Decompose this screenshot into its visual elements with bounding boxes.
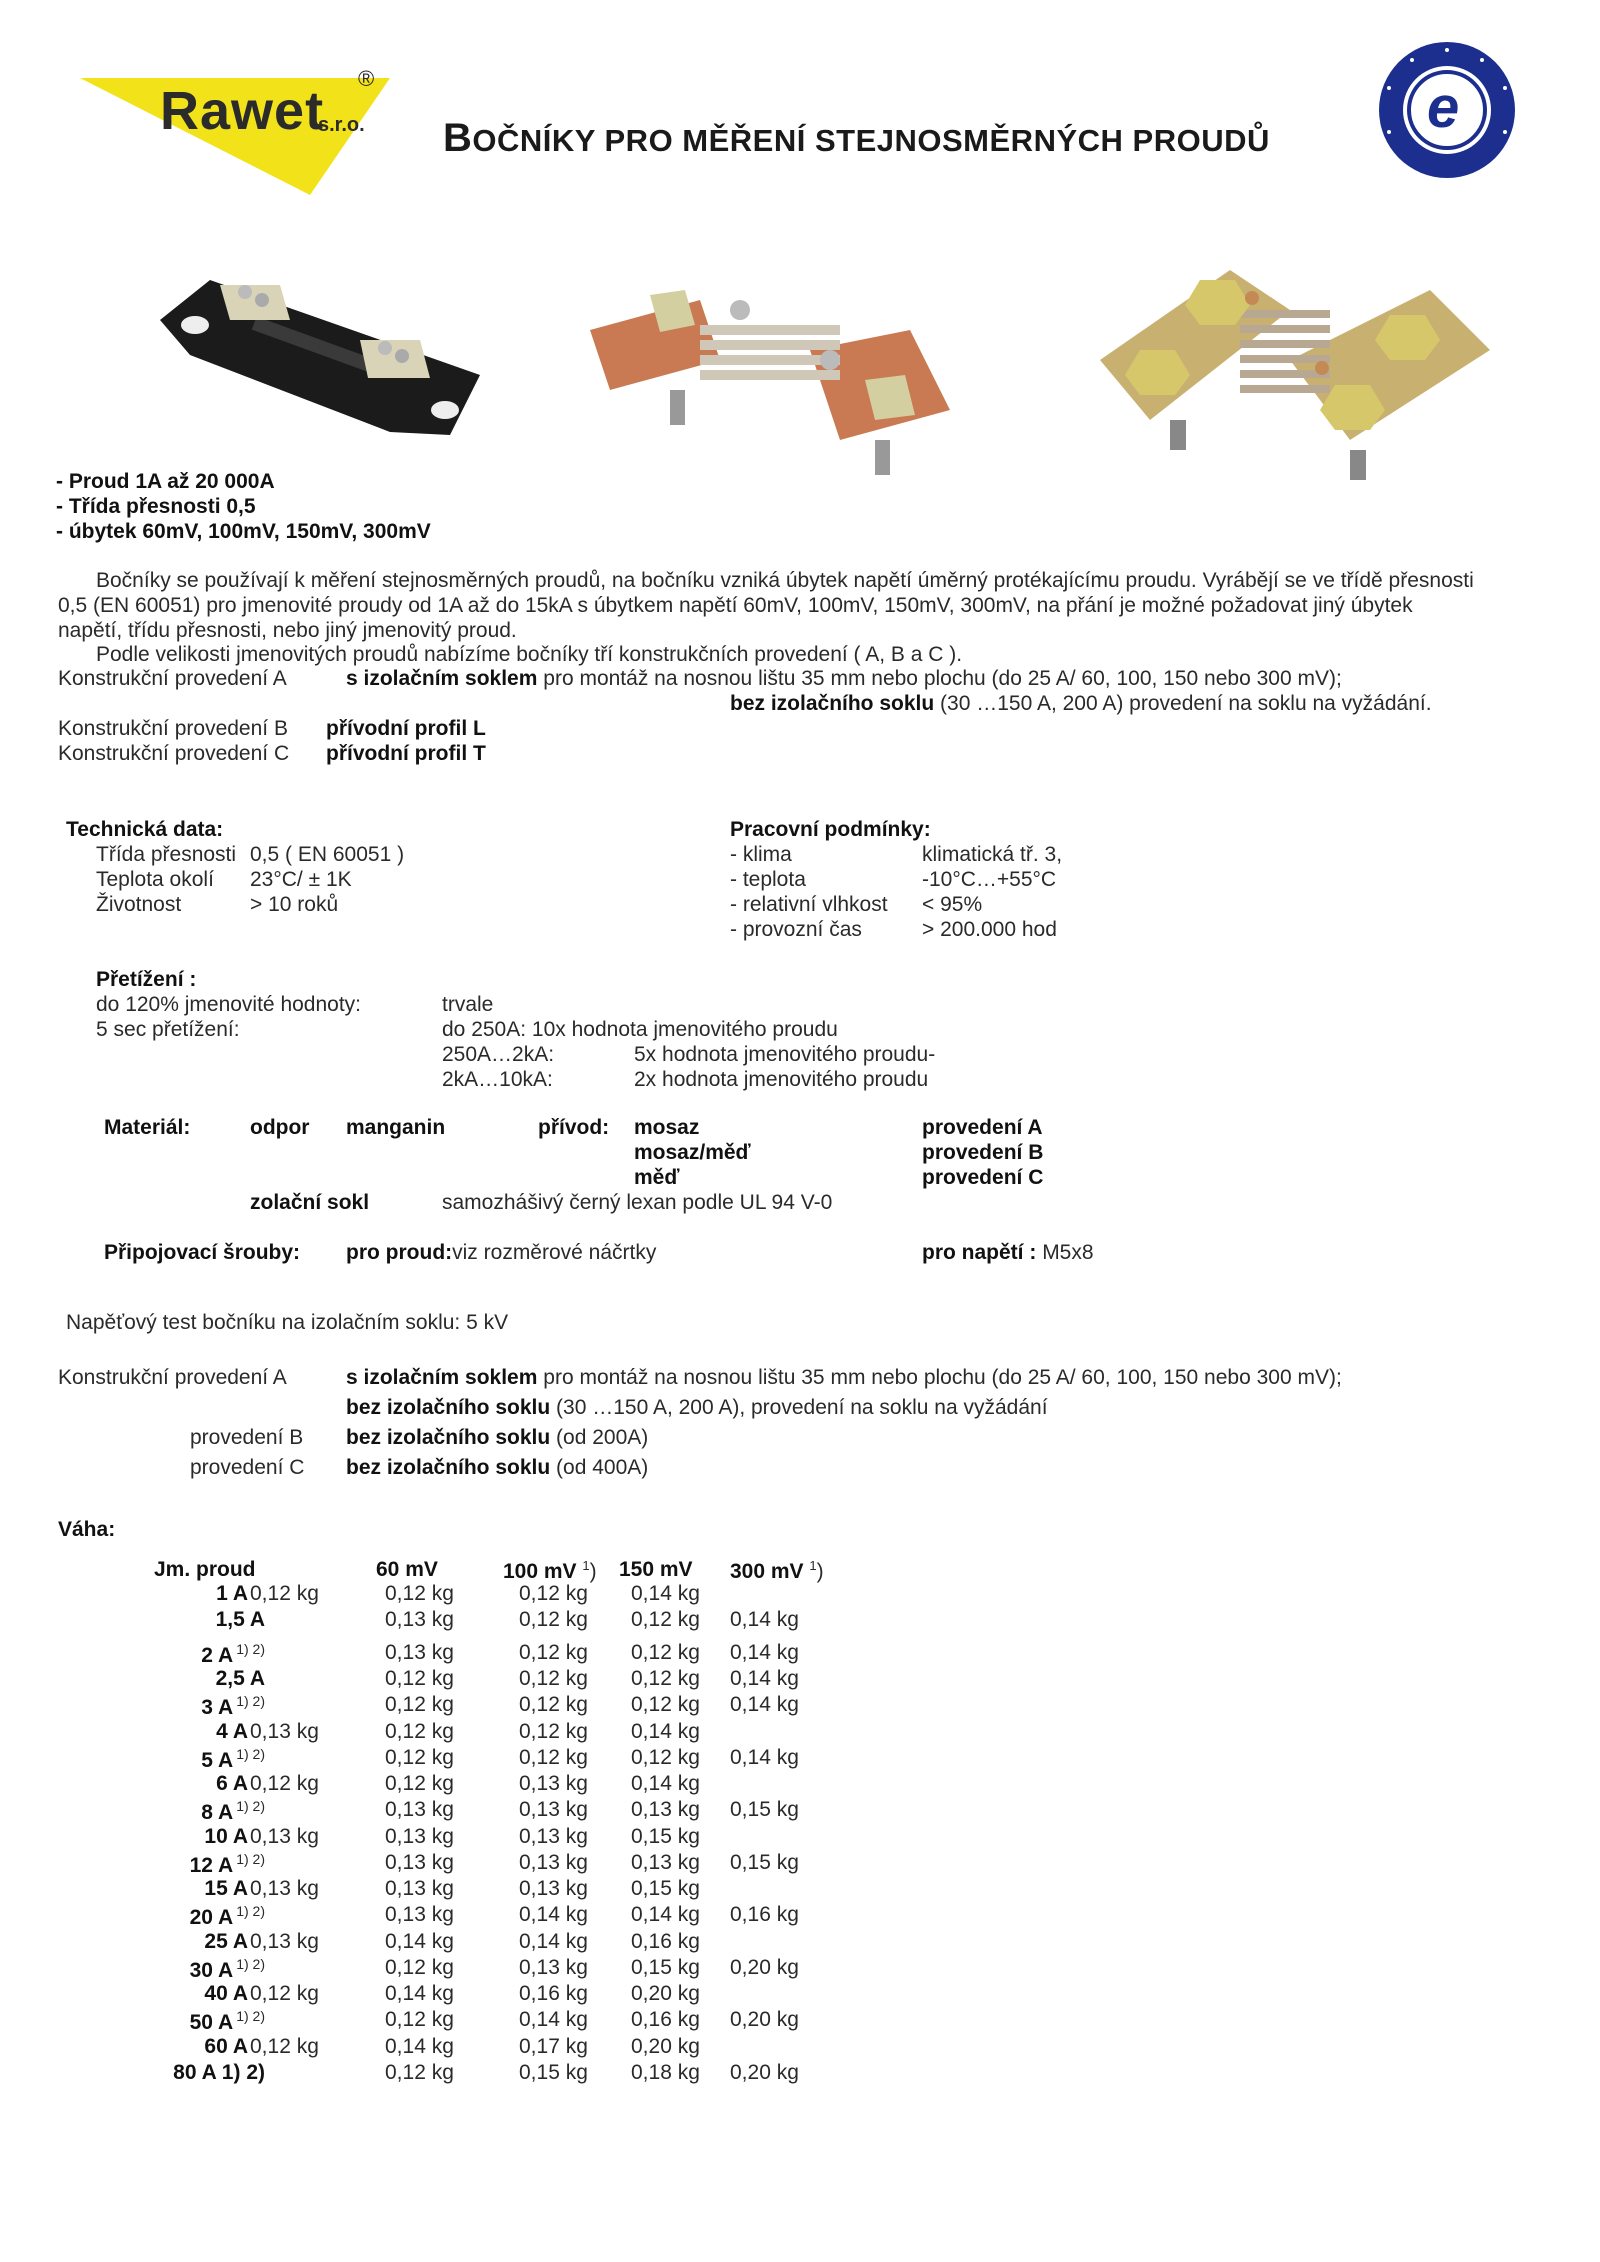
weight-current-value: 15 A — [204, 1877, 248, 1900]
weight-col-header-3-sup: 1 — [582, 1558, 590, 1573]
table-cell: 0,12 kg — [385, 2061, 454, 2084]
table-cell: 0,16 kg — [519, 1982, 588, 2005]
weight-current — [90, 1930, 248, 1954]
weight-current-value: 1,5 A — [215, 1608, 265, 1631]
variant-a-line — [346, 667, 1342, 691]
weight-current-value: 5 A — [201, 1749, 234, 1772]
material-variant-c: provedení C — [922, 1166, 1044, 1189]
weight-col-header-5-text: 300 mV — [730, 1560, 804, 1583]
weight-current-footnote: 1) 2) — [236, 2008, 265, 2024]
weight-current — [90, 1720, 248, 1744]
overload-heading: Přetížení : — [96, 968, 197, 991]
table-cell: 0,13 kg — [385, 1608, 454, 1631]
table-cell: 0,13 kg — [385, 1877, 454, 1900]
table-cell: 0,15 kg — [730, 1851, 799, 1874]
page-title-rest: OČNÍKY PRO MĚŘENÍ STEJNOSMĚRNÝCH PROUDŮ — [472, 123, 1270, 158]
table-cell: 0,12 kg — [631, 1608, 700, 1631]
variant-a2-line — [730, 692, 1432, 716]
weight-col-header-4: 150 mV — [619, 1558, 693, 1581]
material-privod-1: mosaz — [634, 1116, 700, 1139]
weight-current — [90, 1772, 248, 1796]
table-cell: 0,13 kg — [631, 1798, 700, 1821]
variants2-a-label: Konstrukční provedení A — [58, 1366, 287, 1389]
weight-current — [90, 1825, 248, 1849]
weight-current — [110, 1746, 265, 1773]
weight-current — [90, 1982, 248, 2006]
weight-current-footnote: 1) 2) — [236, 1693, 265, 1709]
table-cell: 0,14 kg — [631, 1903, 700, 1926]
variant-c-value: přívodní profil T — [326, 742, 486, 765]
table-cell: 0,12 kg — [385, 1720, 454, 1743]
weight-current — [90, 2035, 248, 2059]
overload-value-1: trvale — [442, 993, 494, 1016]
material-sokl-value: samozhášivý černý lexan podle UL 94 V-0 — [442, 1191, 833, 1214]
table-cell: 0,12 kg — [385, 1582, 454, 1605]
material-privod-3: měď — [634, 1166, 680, 1189]
weight-current-footnote: 1) 2) — [236, 1956, 265, 1972]
table-cell: 0,16 kg — [631, 2008, 700, 2031]
screws-current-value: viz rozměrové náčrtky — [452, 1241, 657, 1264]
weight-col-header-2: 60 mV — [376, 1558, 438, 1581]
bullet-current: - Proud 1A až 20 000A — [56, 470, 275, 493]
variant-b-label: Konstrukční provedení B — [58, 717, 288, 740]
work-label-3: - relativní vlhkost — [730, 893, 888, 916]
table-cell: 0,15 kg — [730, 1798, 799, 1821]
table-cell: 0,12 kg — [385, 1772, 454, 1795]
shunt-type-b-photo — [580, 240, 960, 490]
weight-current-value: 20 A — [189, 1906, 234, 1929]
table-cell: 0,13 kg — [385, 1641, 454, 1664]
table-cell: 0,14 kg — [730, 1641, 799, 1664]
work-label-1: - klima — [730, 843, 792, 866]
weight-heading: Váha: — [58, 1518, 116, 1541]
table-cell: 0,13 kg — [519, 1825, 588, 1848]
variants2-c-text: (od 400A) — [556, 1456, 649, 1479]
variant-b-value: přívodní profil L — [326, 717, 486, 740]
table-cell: 0,13 kg — [519, 1772, 588, 1795]
weight-current-footnote: 1) 2) — [236, 1903, 265, 1919]
table-cell: 0,16 kg — [631, 1930, 700, 1953]
logo-text: Rawet — [160, 81, 325, 141]
table-cell: 0,13 kg — [631, 1851, 700, 1874]
bullet-accuracy: - Třída přesnosti 0,5 — [56, 495, 256, 518]
table-cell: 0,14 kg — [385, 1930, 454, 1953]
voltage-test: Napěťový test bočníku na izolačním soklu: 5 kV — [66, 1311, 509, 1334]
table-cell: 0,14 kg — [631, 1720, 700, 1743]
table-cell: 0,15 kg — [631, 1877, 700, 1900]
table-cell: 0,14 kg — [385, 2035, 454, 2058]
table-cell: 0,15 kg — [631, 1956, 700, 1979]
variants2-a-line — [346, 1366, 1342, 1390]
work-value-2: -10°C…+55°C — [922, 868, 1057, 891]
material-label: Materiál: — [104, 1116, 191, 1139]
variants2-b-line — [346, 1426, 648, 1450]
material-sokl-label: zolační sokl — [250, 1191, 370, 1214]
variant-a-bold: s izolačním soklem — [346, 667, 538, 690]
weight-col-header-3-text: 100 mV — [503, 1560, 577, 1583]
material-odpor-value: manganin — [346, 1116, 446, 1139]
screws-current — [346, 1241, 656, 1265]
weight-current — [110, 2061, 265, 2085]
overload-value-3: 5x hodnota jmenovitého proudu- — [634, 1043, 936, 1066]
overload-value-2: do 250A: 10x hodnota jmenovitého proudu — [442, 1018, 838, 1041]
logo-suffix: s.r.o. — [318, 114, 365, 136]
table-cell: 0,12 kg — [385, 1746, 454, 1769]
table-cell: 0,14 kg — [730, 1693, 799, 1716]
tech-label-2: Teplota okolí — [96, 868, 214, 891]
table-cell: 0,12 kg — [519, 1746, 588, 1769]
weight-current-value: 2 A — [201, 1644, 234, 1667]
page-title-initial: B — [443, 116, 473, 160]
weight-current — [110, 1667, 265, 1691]
tech-label-3: Životnost — [96, 893, 182, 916]
weight-current-value: 80 A 1) 2) — [173, 2061, 265, 2084]
certification-seal-icon — [1377, 40, 1517, 180]
table-cell: 0,14 kg — [730, 1746, 799, 1769]
weight-current — [110, 1903, 265, 1930]
company-logo — [80, 66, 400, 200]
screws-voltage — [922, 1241, 1094, 1265]
variants2-a2-bold: bez izolačního soklu — [346, 1396, 551, 1419]
work-value-4: > 200.000 hod — [922, 918, 1057, 941]
weight-current-value: 2,5 A — [215, 1667, 265, 1690]
weight-col-header-3: 100 mV $^1$) — [503, 1558, 597, 1583]
work-value-1: klimatická tř. 3, — [922, 843, 1063, 866]
table-cell: 0,12 kg — [631, 1693, 700, 1716]
variant-a-label: Konstrukční provedení A — [58, 667, 287, 690]
weight-current — [110, 1693, 265, 1720]
table-cell: 0,12 kg — [631, 1746, 700, 1769]
table-cell: 0,12 kg — [519, 1693, 588, 1716]
table-cell: 0,12 kg — [385, 1693, 454, 1716]
table-cell: 0,14 kg — [631, 1582, 700, 1605]
table-cell: 0,12 kg — [250, 1772, 319, 1795]
weight-current — [110, 1956, 265, 1983]
variant-a2-bold: bez izolačního soklu — [730, 692, 935, 715]
overload-range-3: 250A…2kA: — [442, 1043, 555, 1066]
shunt-type-a-photo — [150, 260, 495, 450]
table-cell: 0,12 kg — [519, 1641, 588, 1664]
variants2-c-bold: bez izolačního soklu — [346, 1456, 551, 1479]
table-cell: 0,15 kg — [519, 2061, 588, 2084]
table-cell: 0,12 kg — [631, 1641, 700, 1664]
table-cell: 0,20 kg — [730, 2061, 799, 2084]
variants2-a2-text: (30 …150 A, 200 A), provedení na soklu na vyžádání — [556, 1396, 1048, 1419]
overload-value-4: 2x hodnota jmenovitého proudu — [634, 1068, 929, 1091]
tech-value-3: > 10 roků — [250, 893, 339, 916]
table-cell: 0,14 kg — [730, 1608, 799, 1631]
table-cell: 0,12 kg — [250, 2035, 319, 2058]
table-cell: 0,12 kg — [250, 1982, 319, 2005]
table-cell: 0,13 kg — [519, 1877, 588, 1900]
variants2-b-text: (od 200A) — [556, 1426, 649, 1449]
variants2-a-bold: s izolačním soklem — [346, 1366, 538, 1389]
work-label-2: - teplota — [730, 868, 806, 891]
table-cell: 0,13 kg — [519, 1798, 588, 1821]
table-cell: 0,20 kg — [730, 1956, 799, 1979]
table-cell: 0,13 kg — [250, 1930, 319, 1953]
table-cell: 0,14 kg — [730, 1667, 799, 1690]
work-value-3: < 95% — [922, 893, 983, 916]
weight-col-header-1: Jm. proud — [154, 1558, 256, 1581]
intro-text-2: Podle velikosti jmenovitých proudů nabízíme bočníky tří konstrukčních provedení ( A, B a C ). — [96, 643, 963, 666]
screws-voltage-value: M5x8 — [1042, 1241, 1094, 1264]
overload-label-2: 5 sec přetížení: — [96, 1018, 240, 1041]
material-variant-b: provedení B — [922, 1141, 1044, 1164]
table-cell: 0,14 kg — [519, 1903, 588, 1926]
material-variant-a: provedení A — [922, 1116, 1043, 1139]
table-cell: 0,15 kg — [631, 1825, 700, 1848]
variants2-b-label: provedení B — [190, 1426, 304, 1449]
weight-current — [110, 2008, 265, 2035]
weight-current-value: 8 A — [201, 1801, 234, 1824]
variants2-a2-line — [346, 1396, 1048, 1420]
weight-current-value: 40 A — [204, 1982, 248, 2005]
table-cell: 0,13 kg — [385, 1825, 454, 1848]
weight-current-value: 10 A — [204, 1825, 248, 1848]
table-cell: 0,13 kg — [385, 1798, 454, 1821]
table-cell: 0,12 kg — [385, 2008, 454, 2031]
table-cell: 0,16 kg — [730, 1903, 799, 1926]
weight-current — [90, 1877, 248, 1901]
tech-heading: Technická data: — [66, 818, 224, 841]
table-cell: 0,20 kg — [631, 1982, 700, 2005]
table-cell: 0,20 kg — [631, 2035, 700, 2058]
overload-label-1: do 120% jmenovité hodnoty: — [96, 993, 362, 1016]
table-cell: 0,13 kg — [385, 1903, 454, 1926]
table-cell: 0,12 kg — [519, 1608, 588, 1631]
table-cell: 0,12 kg — [385, 1956, 454, 1979]
variants2-a-text: pro montáž na nosnou lištu 35 mm nebo plochu (do 25 A/ 60, 100, 150 nebo 300 mV); — [543, 1366, 1342, 1389]
tech-label-1: Třída přesnosti — [96, 843, 237, 866]
work-label-4: - provozní čas — [730, 918, 862, 941]
table-cell: 0,18 kg — [631, 2061, 700, 2084]
variants2-c-label: provedení C — [190, 1456, 305, 1479]
table-cell: 0,14 kg — [519, 2008, 588, 2031]
certification-seal-letter: e — [1427, 75, 1460, 140]
weight-current — [90, 1582, 248, 1606]
weight-current-value: 60 A — [204, 2035, 248, 2058]
table-cell: 0,14 kg — [631, 1772, 700, 1795]
table-cell: 0,12 kg — [631, 1667, 700, 1690]
table-cell: 0,13 kg — [250, 1877, 319, 1900]
weight-col-header-5-sup: 1 — [809, 1558, 817, 1573]
overload-range-4: 2kA…10kA: — [442, 1068, 553, 1091]
material-privod-label: přívod: — [538, 1116, 610, 1139]
table-cell: 0,12 kg — [519, 1720, 588, 1743]
variants2-c-line — [346, 1456, 648, 1480]
table-cell: 0,13 kg — [250, 1825, 319, 1848]
table-cell: 0,13 kg — [519, 1851, 588, 1874]
table-cell: 0,14 kg — [519, 1930, 588, 1953]
logo-registered: ® — [358, 66, 375, 91]
weight-current-value: 30 A — [189, 1959, 234, 1982]
variant-a2-text: (30 …150 A, 200 A) provedení na soklu na vyžádání. — [940, 692, 1432, 715]
table-cell: 0,13 kg — [385, 1851, 454, 1874]
weight-current-footnote: 1) 2) — [236, 1641, 265, 1657]
weight-current-value: 50 A — [189, 2011, 234, 2034]
screws-label: Připojovací šrouby: — [104, 1241, 301, 1264]
table-cell: 0,14 kg — [385, 1982, 454, 2005]
table-cell: 0,12 kg — [519, 1667, 588, 1690]
table-cell: 0,13 kg — [250, 1720, 319, 1743]
bullet-voltage-drop: - úbytek 60mV, 100mV, 150mV, 300mV — [56, 520, 431, 543]
weight-current — [110, 1641, 265, 1668]
table-cell: 0,17 kg — [519, 2035, 588, 2058]
weight-current-value: 6 A — [216, 1772, 248, 1795]
intro-paragraph — [58, 568, 1478, 643]
material-privod-2: mosaz/měď — [634, 1141, 751, 1164]
page-title — [443, 116, 1270, 161]
tech-value-2: 23°C/ ± 1K — [250, 868, 352, 891]
variants2-b-bold: bez izolačního soklu — [346, 1426, 551, 1449]
weight-col-header-5: 300 mV $^1$) — [730, 1558, 824, 1583]
screws-voltage-label: pro napětí : — [922, 1241, 1037, 1264]
work-heading: Pracovní podmínky: — [730, 818, 931, 841]
weight-current — [110, 1851, 265, 1878]
weight-current-value: 3 A — [201, 1696, 234, 1719]
tech-value-1: 0,5 ( EN 60051 ) — [250, 843, 405, 866]
shunt-type-c-photo — [1090, 250, 1490, 495]
weight-current — [110, 1608, 265, 1632]
table-cell: 0,20 kg — [730, 2008, 799, 2031]
weight-current-value: 25 A — [204, 1930, 248, 1953]
weight-current-value: 4 A — [216, 1720, 248, 1743]
screws-current-label: pro proud: — [346, 1241, 453, 1264]
weight-current — [110, 1798, 265, 1825]
weight-current-footnote: 1) 2) — [236, 1851, 265, 1867]
table-cell: 0,12 kg — [519, 1582, 588, 1605]
weight-current-footnote: 1) 2) — [236, 1746, 265, 1762]
table-cell: 0,13 kg — [519, 1956, 588, 1979]
variant-a-text: pro montáž na nosnou lištu 35 mm nebo plochu (do 25 A/ 60, 100, 150 nebo 300 mV); — [543, 667, 1342, 690]
intro-text-1: Bočníky se používají k měření stejnosměrných proudů, na bočníku vzniká úbytek napětí úměrný protékajícímu proudu. Vyrábějí se ve třídě přesnosti 0,5 (EN 60051) pro jmenovité proudy od 1A až do 15kA s úbytkem napětí 60mV, 100mV, 150mV, 300mV, na přání je možné požadovat jiný úbytek napětí, třídu přesnosti, nebo jiný jmenovitý proud. — [58, 569, 1474, 642]
weight-current-value: 12 A — [189, 1854, 234, 1877]
table-cell: 0,12 kg — [250, 1582, 319, 1605]
material-odpor-label: odpor — [250, 1116, 310, 1139]
weight-current-footnote: 1) 2) — [236, 1798, 265, 1814]
table-cell: 0,12 kg — [385, 1667, 454, 1690]
variant-c-label: Konstrukční provedení C — [58, 742, 290, 765]
weight-current-value: 1 A — [216, 1582, 248, 1605]
